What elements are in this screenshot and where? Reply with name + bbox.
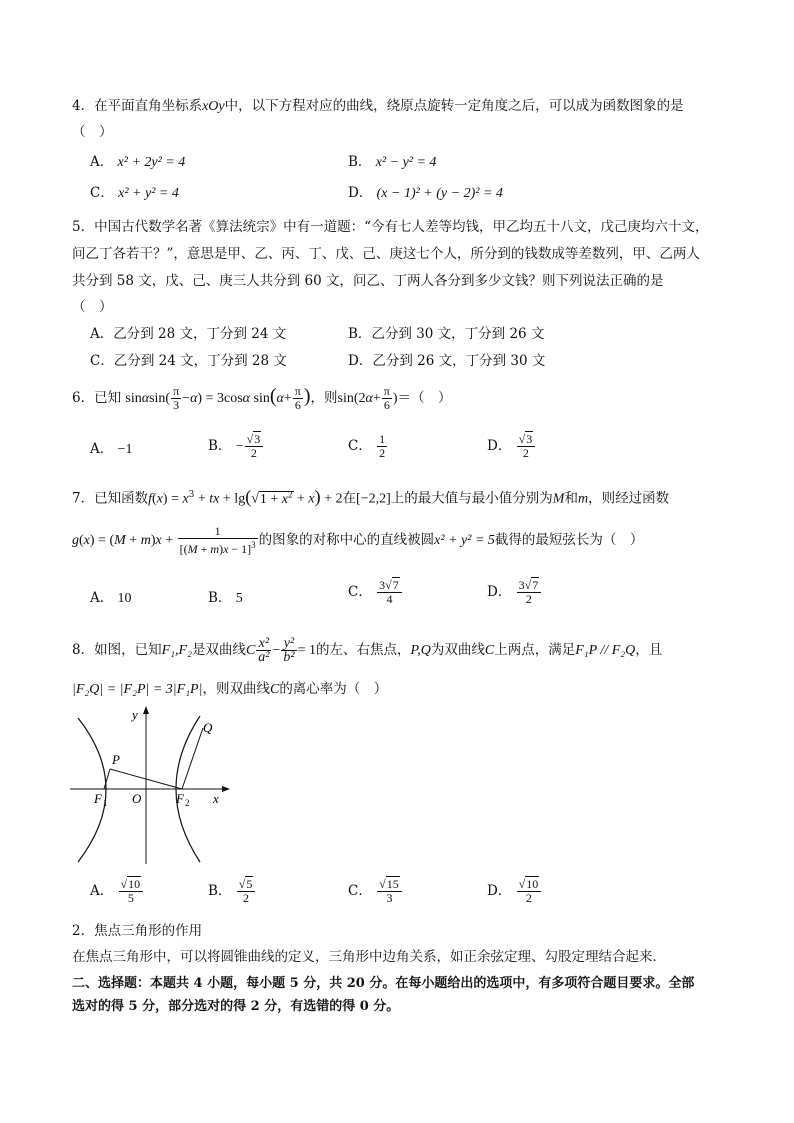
section-2-heading-line-2: 选对的得 5 分，部分选对的得 2 分，有选错的得 0 分。: [72, 999, 400, 1014]
q7-line-2: g(x) = (M + m)x + $\frac{1}{[(M + m)x - 1]^3}$ 的图象的对称中心的直线被圆x² + y² = 5截得的最短弦长为（ ）: [72, 524, 644, 556]
q7-option-d[interactable]: D． $\frac{3√7}{2}$: [487, 579, 542, 606]
note-heading: 2．焦点三角形的作用: [72, 923, 203, 939]
label-f1-sub: 1: [103, 798, 108, 808]
q4-answer-paren: （ ）: [72, 124, 113, 140]
section-2-heading-line-1: 二、选择题：本题共 4 小题，每小题 5 分，共 20 分。在每小题给出的选项中，有多项符合题目要求。全部: [72, 976, 695, 991]
label-f1: F: [94, 791, 102, 806]
q4-stem: 4．在平面直角坐标系xOy中，以下方程对应的曲线，绕原点旋转一定角度之后，可以成为函数图象的是: [72, 98, 684, 114]
q7-option-b[interactable]: B． 5: [208, 590, 243, 606]
q8-line-2: |F₂Q| = |F₂P| = 3|F₁P|，则双曲线C的离心率为（ ）: [72, 681, 388, 697]
label-p: P: [112, 752, 120, 767]
label-origin: O: [132, 791, 142, 806]
q5-line-3: 共分到 58 文，戊、己、庚三人共分到 60 文，问乙、丁两人各分到多少文钱？则下列说法正确的是: [72, 273, 664, 289]
q5-option-c[interactable]: C．乙分到 24 文，丁分到 28 文: [90, 353, 287, 369]
hyperbola-figure: [70, 706, 240, 868]
q7-option-a[interactable]: A． 10: [90, 590, 132, 606]
label-q: Q: [203, 720, 213, 735]
q5-answer-paren: （ ）: [72, 299, 113, 315]
q4-option-d[interactable]: D． (x − 1)² + (y − 2)² = 4: [348, 185, 503, 201]
q5-line-2: 问乙丁各若干？”，意思是甲、乙、丙、丁、戊、己、庚这七个人，所分到的钱数成等差数列，甲、乙两人: [72, 246, 700, 262]
q8-option-d[interactable]: D． $\frac{√10}{2}$: [487, 878, 542, 905]
q5-line-1: 5．中国古代数学名著《算法统宗》中有一道题：“今有七人差等均钱，甲乙均五十八文，戊己庚均六十文，: [72, 219, 709, 235]
x-axis-arrow: [222, 786, 230, 792]
segment-f2-q: [182, 728, 203, 789]
y-axis-arrow: [143, 706, 149, 714]
q5-option-a[interactable]: A．乙分到 28 文，丁分到 24 文: [90, 326, 287, 342]
q8-option-c[interactable]: C． $\frac{√15}{3}$: [348, 878, 403, 905]
q8-option-a[interactable]: A． $\frac{√10}{5}$: [90, 878, 144, 905]
q7-option-c[interactable]: C． $\frac{3√7}{4}$: [348, 579, 403, 606]
q7-line-1: 7．已知函数$f(x) = x^3$ + tx + $\lg(√1 + x^2 + x) + 2$在[−2,2]上的最大值与最小值分别为M和m，则经过函数: [72, 486, 670, 507]
q5-option-b[interactable]: B．乙分到 30 文，丁分到 26 文: [348, 326, 545, 342]
label-x: x: [213, 791, 219, 806]
note-body: 在焦点三角形中，可以将圆锥曲线的定义，三角形中边角关系，如正余弦定理、勾股定理结合起来．: [72, 949, 666, 965]
q4-option-c[interactable]: C． x² + y² = 4: [90, 185, 179, 201]
q4-option-b[interactable]: B． x² − y² = 4: [348, 154, 437, 170]
q6-option-b[interactable]: B． − $\frac{√3}{2}$: [208, 433, 264, 460]
q6-option-a[interactable]: A． −1: [90, 441, 133, 457]
q6-option-d[interactable]: D． $\frac{√3}{2}$: [487, 433, 536, 460]
q4-option-a[interactable]: A． x² + 2y² = 4: [90, 154, 186, 170]
left-branch: [78, 718, 106, 862]
label-y: y: [132, 707, 138, 722]
q6-option-c[interactable]: C． $\frac{1}{2}$: [348, 432, 386, 460]
q6-stem: 6．已知 sinαsin( $\frac{\pi}{3}$ −α) = 3cosα sin(α+ $\frac{\pi}{6}$ )，则sin(2α+ $\frac{\pi}{6}$ )＝（ ）: [72, 384, 452, 412]
q8-option-b[interactable]: B． $\frac{√5}{2}$: [208, 878, 256, 905]
q8-line-1: 8．如图，已知F₁,F₂是双曲线C $\frac{\text{x²}}{\text{a²}}$ − $\frac{\text{y²}}{\text{b²}}$ = 1的左、右焦点，P,Q为双曲线C上两点，满足F₁P // F₂Q，且: [72, 636, 663, 665]
q5-option-d[interactable]: D．乙分到 26 文，丁分到 30 文: [348, 353, 546, 369]
label-f2: F: [176, 791, 184, 806]
label-f2-sub: 2: [185, 798, 190, 808]
